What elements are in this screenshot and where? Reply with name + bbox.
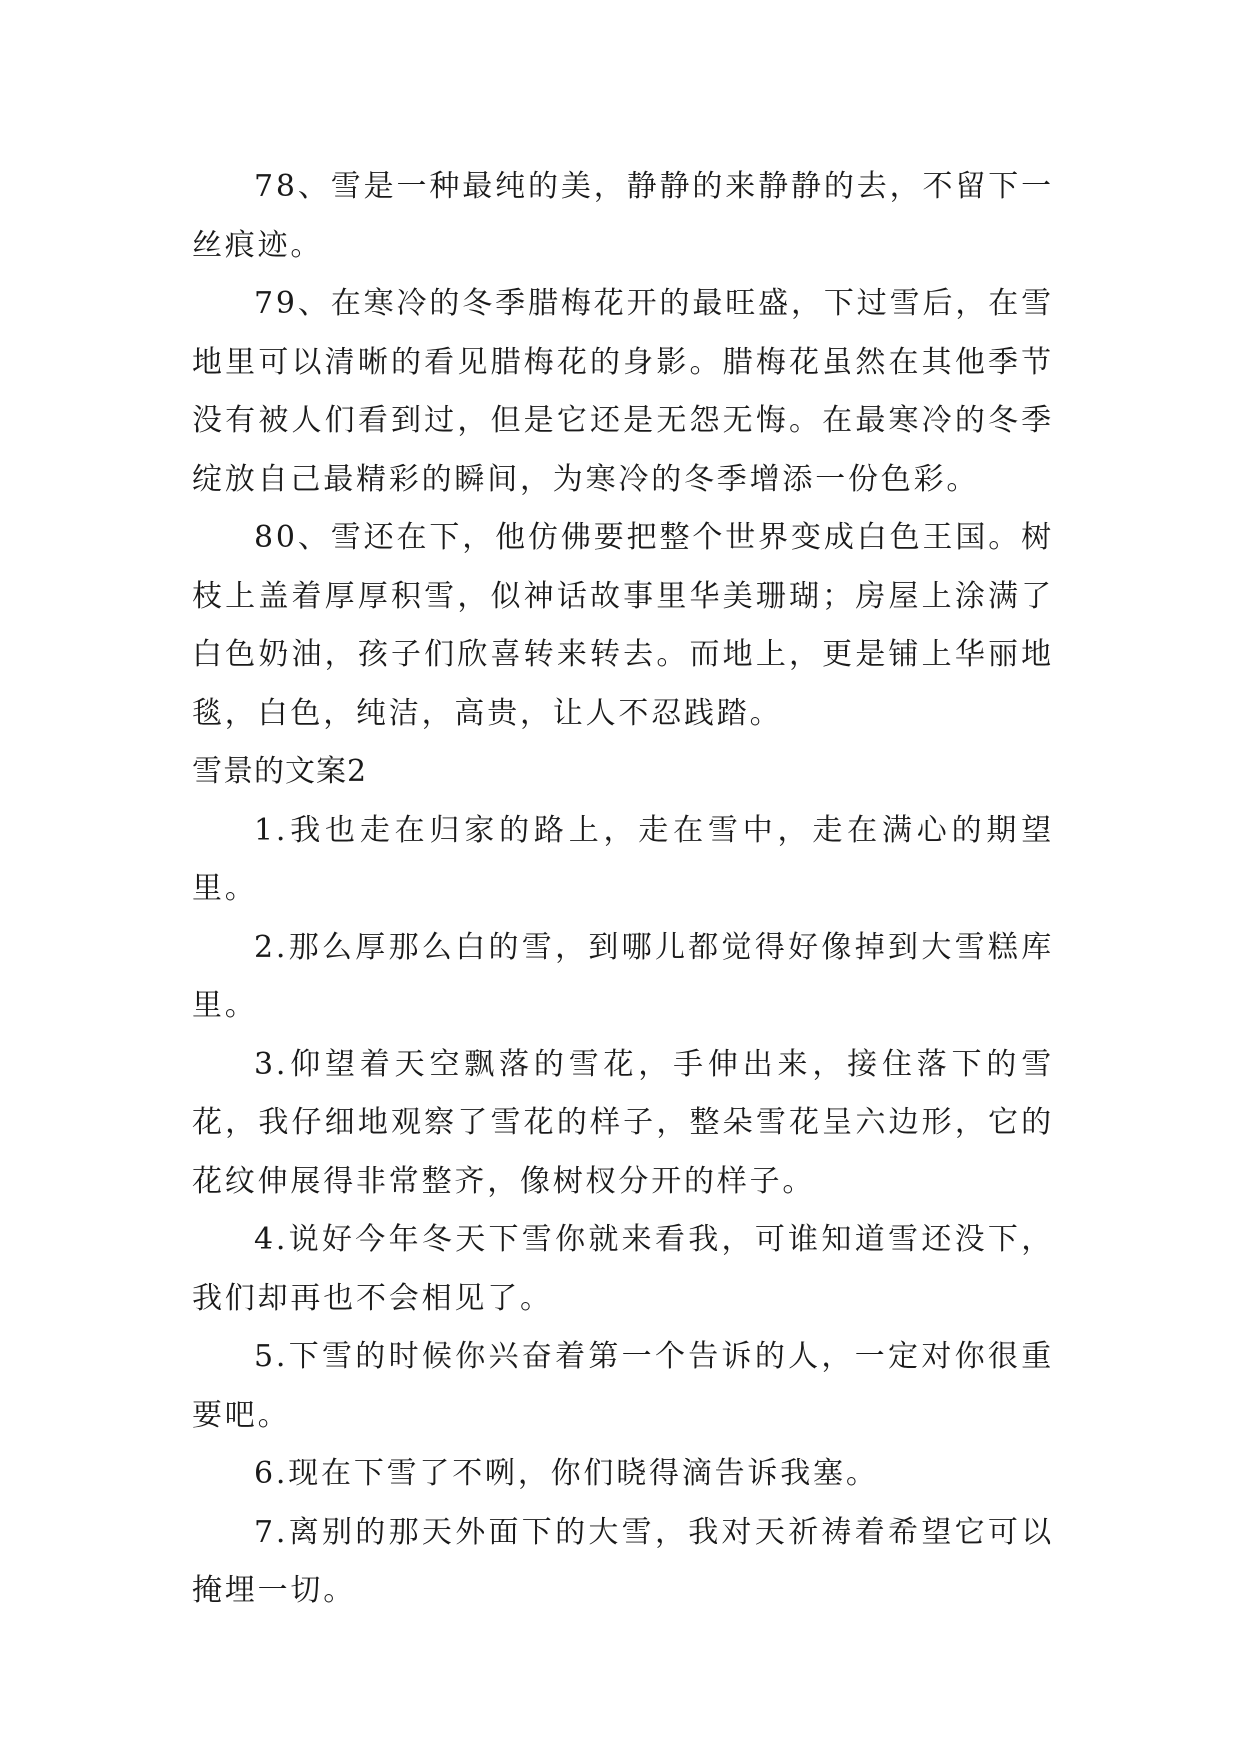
paragraph-6: 6.现在下雪了不咧，你们晓得滴告诉我塞。 <box>254 1456 879 1491</box>
paragraph-79: 79、在寒冷的冬季腊梅花开的最旺盛，下过雪后，在雪地里可以清晰的看见腊梅花的身影。腊梅花虽然在其他季节没有被人们看到过，但是它还是无怨无悔。在最寒冷的冬季绽放自己最精彩的瞬间，为寒冷的冬季增添一份色彩。 <box>192 286 1054 497</box>
paragraph-7: 7.离别的那天外面下的大雪，我对天祈祷着希望它可以掩埋一切。 <box>192 1514 1054 1608</box>
paragraph-5: 5.下雪的时候你兴奋着第一个告诉的人，一定对你很重要吧。 <box>192 1339 1054 1433</box>
paragraph-80: 80、雪还在下，他仿佛要把整个世界变成白色王国。树枝上盖着厚厚积雪，似神话故事里华美珊瑚；房屋上涂满了白色奶油，孩子们欣喜转来转去。而地上，更是铺上华丽地毯，白色，纯洁，高贵，让人不忍践踏。 <box>192 520 1054 731</box>
paragraph-2: 2.那么厚那么白的雪，到哪儿都觉得好像掉到大雪糕库里。 <box>192 929 1054 1023</box>
paragraph-1: 1.我也走在归家的路上，走在雪中，走在满心的期望里。 <box>192 812 1054 906</box>
section-heading: 雪景的文案2 <box>192 754 368 789</box>
document-body <box>192 158 1054 1621</box>
paragraph-78: 78、雪是一种最纯的美，静静的来静静的去，不留下一丝痕迹。 <box>192 169 1054 263</box>
paragraph-3: 3.仰望着天空飘落的雪花，手伸出来，接住落下的雪花，我仔细地观察了雪花的样子，整朵雪花呈六边形，它的花纹伸展得非常整齐，像树杈分开的样子。 <box>192 1046 1054 1199</box>
paragraph-4: 4.说好今年冬天下雪你就来看我，可谁知道雪还没下，我们却再也不会相见了。 <box>192 1222 1054 1316</box>
